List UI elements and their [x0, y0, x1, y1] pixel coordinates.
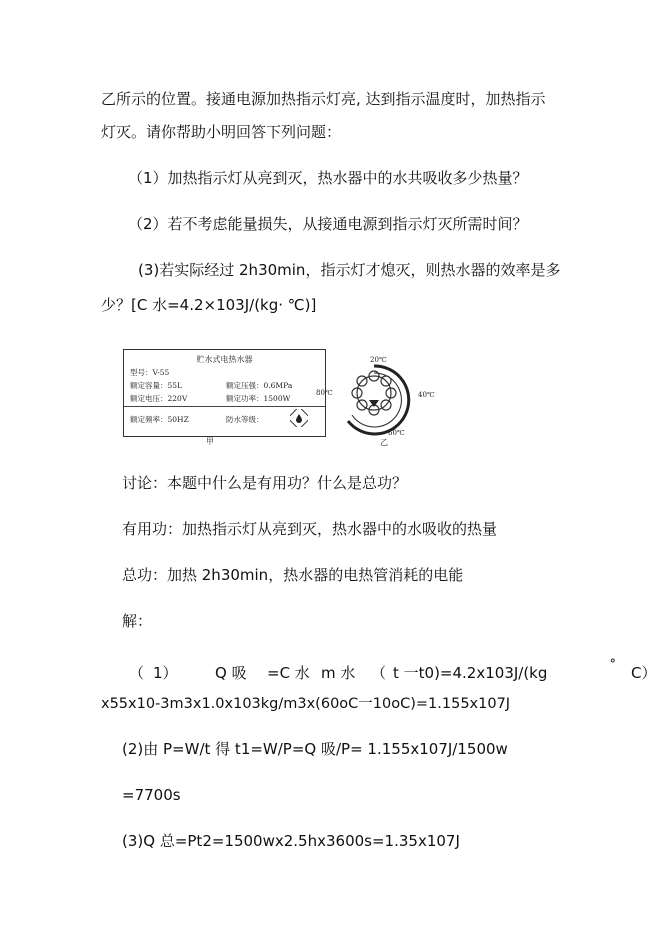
- nameplate-power: 额定功率：1500W: [226, 394, 291, 403]
- question-2: （2）若不考虑能量损失，从接通电源到指示灯灭所需时间？: [128, 215, 528, 233]
- waterproof-drop-icon: [290, 409, 308, 427]
- solution-2-line2: =7700s: [122, 786, 181, 804]
- s1-number: 1）: [153, 664, 178, 682]
- s1-c-water: =C 水: [267, 664, 310, 682]
- nameplate-waterproof: 防水等级：: [226, 415, 264, 424]
- dial-label-20: 20℃: [370, 356, 387, 364]
- nameplate-title: 贮水式电热水器: [196, 355, 253, 364]
- paragraph-intro-line1: 乙所示的位置。接通电源加热指示灯亮, 达到指示温度时，加热指示: [101, 90, 546, 108]
- solution-2-line1: (2)由 P=W/t 得 t1=W/P=Q 吸/P= 1.155x107J/1500w: [122, 740, 508, 758]
- s1-paren-open: （: [129, 664, 145, 682]
- question-3-line1: (3)若实际经过 2h30min，指示灯才熄灭，则热水器的效率是多: [138, 261, 561, 279]
- solution-1-line1: [129, 657, 656, 683]
- nameplate-model: 型号：V-55: [130, 368, 170, 377]
- figure-label-yi: 乙: [380, 438, 388, 447]
- water-heater-figure: [118, 343, 440, 448]
- solution-1-line2: x55x10-3m3x1.0x103kg/m3x(60oC一10oC)=1.155x107J: [101, 696, 511, 712]
- dial-label-40: 40℃: [418, 391, 435, 399]
- total-work-definition: 总功：加热 2h30min，热水器的电热管消耗的电能: [122, 566, 464, 584]
- nameplate-voltage: 额定电压：220V: [130, 394, 188, 403]
- nameplate-capacity: 额定容量：55L: [130, 381, 183, 390]
- s1-m-water: m 水: [321, 664, 356, 682]
- s1-paren-open-2: （: [371, 664, 387, 682]
- dial-label-80: 80℃: [316, 389, 333, 397]
- question-3-line2: 少？[C 水=4.2×103J/(kg· ℃)]: [101, 296, 317, 314]
- solution-heading: 解：: [122, 612, 153, 630]
- discussion-prompt: 讨论：本题中什么是有用功？什么是总功？: [122, 474, 408, 492]
- s1-unit-close: C）: [631, 664, 657, 682]
- s1-q-absorbed: Q 吸: [215, 664, 247, 682]
- solution-3: (3)Q 总=Pt2=1500wx2.5hx3600s=1.35x107J: [122, 832, 460, 850]
- s1-degree: ˚: [609, 658, 617, 676]
- figure-label-jia: 甲: [206, 437, 214, 446]
- question-1: （1）加热指示灯从亮到灭，热水器中的水共吸收多少热量？: [128, 169, 528, 187]
- nameplate-divider: [124, 406, 325, 407]
- nameplate: [123, 349, 326, 437]
- paragraph-intro-line2: 灯灭。请你帮助小明回答下列问题：: [101, 123, 342, 141]
- useful-work-definition: 有用功：加热指示灯从亮到灭，热水器中的水吸收的热量: [122, 520, 498, 538]
- nameplate-frequency: 额定频率：50HZ: [130, 415, 189, 424]
- s1-temperature-term: t 一t0)=4.2x103J/(kg: [393, 664, 548, 682]
- dial-label-60: 60℃: [388, 429, 405, 437]
- nameplate-pressure: 额定压强：0.6MPa: [226, 381, 293, 390]
- temperature-dial: [316, 343, 440, 448]
